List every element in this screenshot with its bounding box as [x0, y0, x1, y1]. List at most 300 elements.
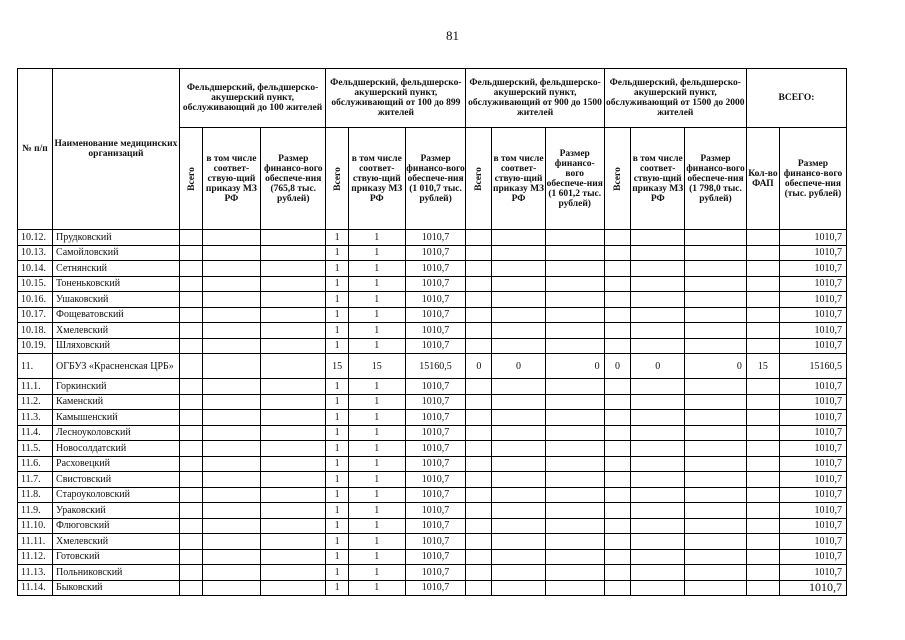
g3-size-cell	[545, 394, 604, 410]
total-size-cell: 1010,7	[779, 425, 846, 441]
g4-included-cell	[631, 394, 685, 410]
header-number: № п/п	[18, 69, 53, 230]
fap-count-cell	[746, 323, 779, 339]
header-group-3: Фельдшерский, фельдшерско-акушерский пункт, обслуживающий от 900 до 1500 жителей	[466, 69, 604, 128]
g1-included-cell	[202, 245, 261, 261]
table-row	[18, 410, 847, 426]
row-organization: Каменский	[53, 394, 180, 410]
g4-all-cell: 0	[604, 354, 631, 379]
g3-all-cell	[466, 565, 492, 581]
g4-all-cell	[604, 487, 631, 503]
g2-all-cell: 1	[326, 565, 349, 581]
row-number: 11.14.	[18, 580, 53, 596]
fap-count-cell	[746, 261, 779, 277]
g4-included-cell	[631, 425, 685, 441]
row-organization: Фощеватовский	[53, 307, 180, 323]
row-number: 11.6.	[18, 456, 53, 472]
total-size-cell: 1010,7	[779, 261, 846, 277]
row-organization: Польниковский	[53, 565, 180, 581]
g3-included-cell	[492, 379, 546, 395]
g1-size-cell	[261, 292, 326, 308]
g1-all-cell	[179, 379, 202, 395]
total-size-cell: 1010,7	[779, 503, 846, 519]
g4-size-cell	[685, 425, 747, 441]
row-number: 11.10.	[18, 518, 53, 534]
total-size-cell: 1010,7	[779, 307, 846, 323]
g3-included-cell	[492, 580, 546, 596]
g2-all-cell: 1	[326, 307, 349, 323]
g4-size-cell	[685, 472, 747, 488]
g4-all-cell	[604, 410, 631, 426]
g2-size-cell: 1010,7	[405, 580, 466, 596]
g2-included-cell: 1	[348, 503, 405, 519]
g1-included-cell	[202, 394, 261, 410]
g3-all-cell	[466, 441, 492, 457]
g2-all-cell: 1	[326, 394, 349, 410]
header-g2-size: Размер финансо-вого обеспече-ния (1 010,7 тыс. рублей)	[405, 128, 466, 230]
row-organization: Горкинский	[53, 379, 180, 395]
row-organization: Лесноуколовский	[53, 425, 180, 441]
g2-all-cell: 1	[326, 276, 349, 292]
row-number: 10.19.	[18, 338, 53, 354]
g3-included-cell	[492, 394, 546, 410]
g1-all-cell	[179, 580, 202, 596]
row-number: 11.11.	[18, 534, 53, 550]
g1-all-cell	[179, 425, 202, 441]
g2-size-cell: 1010,7	[405, 379, 466, 395]
g1-included-cell	[202, 307, 261, 323]
row-organization: Флюговский	[53, 518, 180, 534]
g4-included-cell	[631, 230, 685, 246]
g2-included-cell: 1	[348, 456, 405, 472]
g4-size-cell	[685, 549, 747, 565]
g4-all-cell	[604, 534, 631, 550]
table-row	[18, 580, 847, 596]
fap-count-cell	[746, 245, 779, 261]
g2-included-cell: 1	[348, 379, 405, 395]
g2-all-cell: 1	[326, 487, 349, 503]
table-row	[18, 549, 847, 565]
g1-all-cell	[179, 394, 202, 410]
g3-all-cell: 0	[466, 354, 492, 379]
header-g1-included: в том числе соответ-ствую-щий приказу МЗ РФ	[202, 128, 261, 230]
g4-all-cell	[604, 261, 631, 277]
header-g3-size: Размер финансо-вого обеспече-ния (1 601,2 тыс. рублей)	[545, 128, 604, 230]
g2-all-cell: 1	[326, 230, 349, 246]
g4-included-cell	[631, 379, 685, 395]
g3-included-cell	[492, 472, 546, 488]
g3-included-cell	[492, 565, 546, 581]
g3-all-cell	[466, 261, 492, 277]
g1-size-cell	[261, 518, 326, 534]
g2-all-cell: 1	[326, 425, 349, 441]
fap-count-cell	[746, 565, 779, 581]
row-number: 10.13.	[18, 245, 53, 261]
g2-included-cell: 1	[348, 472, 405, 488]
row-number: 11.1.	[18, 379, 53, 395]
g4-all-cell	[604, 292, 631, 308]
g4-size-cell	[685, 261, 747, 277]
g2-included-cell: 1	[348, 534, 405, 550]
fap-count-cell	[746, 379, 779, 395]
g2-size-cell: 1010,7	[405, 565, 466, 581]
g2-size-cell: 1010,7	[405, 276, 466, 292]
g2-all-cell: 1	[326, 534, 349, 550]
g4-included-cell	[631, 292, 685, 308]
g3-size-cell	[545, 503, 604, 519]
g3-included-cell	[492, 425, 546, 441]
g4-all-cell	[604, 565, 631, 581]
g4-all-cell	[604, 518, 631, 534]
g1-included-cell	[202, 410, 261, 426]
fap-count-cell	[746, 456, 779, 472]
g2-size-cell: 1010,7	[405, 338, 466, 354]
g1-all-cell	[179, 549, 202, 565]
g3-size-cell	[545, 292, 604, 308]
fap-count-cell	[746, 580, 779, 596]
row-organization: Хмелевский	[53, 323, 180, 339]
g4-included-cell	[631, 456, 685, 472]
g3-size-cell	[545, 456, 604, 472]
g3-all-cell	[466, 503, 492, 519]
g1-size-cell	[261, 338, 326, 354]
total-size-cell: 1010,7	[779, 230, 846, 246]
g1-size-cell	[261, 456, 326, 472]
total-size-cell: 1010,7	[779, 472, 846, 488]
g4-all-cell	[604, 549, 631, 565]
g2-all-cell: 1	[326, 472, 349, 488]
g3-size-cell	[545, 338, 604, 354]
g1-size-cell	[261, 472, 326, 488]
g1-size-cell	[261, 230, 326, 246]
g3-size-cell	[545, 261, 604, 277]
g1-all-cell	[179, 292, 202, 308]
g2-size-cell: 1010,7	[405, 323, 466, 339]
g1-size-cell	[261, 565, 326, 581]
g4-size-cell	[685, 441, 747, 457]
g1-size-cell	[261, 261, 326, 277]
g2-all-cell: 1	[326, 456, 349, 472]
g4-size-cell	[685, 230, 747, 246]
g3-all-cell	[466, 292, 492, 308]
g1-size-cell	[261, 534, 326, 550]
g3-included-cell	[492, 292, 546, 308]
g1-all-cell	[179, 410, 202, 426]
g1-all-cell	[179, 245, 202, 261]
table-row	[18, 456, 847, 472]
page-number: 81	[446, 28, 459, 43]
total-size-cell: 1010,7	[779, 534, 846, 550]
g2-size-cell: 1010,7	[405, 534, 466, 550]
row-number: 11.2.	[18, 394, 53, 410]
table-body	[18, 230, 847, 596]
row-organization: Шляховский	[53, 338, 180, 354]
total-size-cell: 1010,7	[779, 456, 846, 472]
g1-all-cell	[179, 261, 202, 277]
g3-size-cell	[545, 472, 604, 488]
g1-included-cell	[202, 425, 261, 441]
fap-count-cell	[746, 394, 779, 410]
fap-count-cell	[746, 518, 779, 534]
g2-included-cell: 1	[348, 549, 405, 565]
row-number: 11.13.	[18, 565, 53, 581]
row-number: 10.14.	[18, 261, 53, 277]
header-total: ВСЕГО:	[746, 69, 846, 128]
g3-all-cell	[466, 534, 492, 550]
g2-included-cell: 1	[348, 230, 405, 246]
g4-size-cell	[685, 276, 747, 292]
fap-count-cell	[746, 338, 779, 354]
g3-all-cell	[466, 456, 492, 472]
g3-included-cell	[492, 338, 546, 354]
g4-all-cell	[604, 456, 631, 472]
header-g4-size: Размер финансо-вого обеспече-ния (1 798,0 тыс. рублей)	[685, 128, 747, 230]
g4-size-cell	[685, 394, 747, 410]
g3-all-cell	[466, 518, 492, 534]
g4-included-cell	[631, 487, 685, 503]
g2-all-cell: 1	[326, 580, 349, 596]
g1-included-cell	[202, 549, 261, 565]
row-organization: Сетнянский	[53, 261, 180, 277]
g4-all-cell	[604, 503, 631, 519]
g2-included-cell: 1	[348, 276, 405, 292]
g1-included-cell	[202, 323, 261, 339]
table-row	[18, 394, 847, 410]
g2-included-cell: 1	[348, 518, 405, 534]
total-size-cell: 1010,7	[779, 580, 846, 596]
fap-count-cell: 15	[746, 354, 779, 379]
g3-all-cell	[466, 472, 492, 488]
g2-size-cell: 15160,5	[405, 354, 466, 379]
g2-all-cell: 1	[326, 379, 349, 395]
table-row	[18, 472, 847, 488]
g3-size-cell	[545, 245, 604, 261]
g2-all-cell: 1	[326, 245, 349, 261]
total-size-cell: 1010,7	[779, 518, 846, 534]
g4-all-cell	[604, 441, 631, 457]
row-number: 10.16.	[18, 292, 53, 308]
total-size-cell: 1010,7	[779, 338, 846, 354]
table-row	[18, 245, 847, 261]
fap-count-cell	[746, 534, 779, 550]
g3-size-cell	[545, 549, 604, 565]
g4-all-cell	[604, 307, 631, 323]
fap-count-cell	[746, 292, 779, 308]
g4-included-cell	[631, 580, 685, 596]
table-row	[18, 323, 847, 339]
g3-included-cell: 0	[492, 354, 546, 379]
g2-all-cell: 1	[326, 441, 349, 457]
g1-size-cell	[261, 441, 326, 457]
g4-size-cell	[685, 245, 747, 261]
total-size-cell: 1010,7	[779, 441, 846, 457]
g3-included-cell	[492, 456, 546, 472]
g4-size-cell	[685, 487, 747, 503]
g4-included-cell	[631, 534, 685, 550]
g2-all-cell: 15	[326, 354, 349, 379]
g2-included-cell: 15	[348, 354, 405, 379]
g2-included-cell: 1	[348, 261, 405, 277]
g1-size-cell	[261, 276, 326, 292]
g3-size-cell	[545, 323, 604, 339]
g4-size-cell	[685, 565, 747, 581]
table-row	[18, 565, 847, 581]
g3-all-cell	[466, 338, 492, 354]
g2-size-cell: 1010,7	[405, 456, 466, 472]
g4-included-cell	[631, 503, 685, 519]
g2-size-cell: 1010,7	[405, 307, 466, 323]
g3-size-cell	[545, 518, 604, 534]
table-row	[18, 230, 847, 246]
table-row	[18, 261, 847, 277]
g1-size-cell	[261, 354, 326, 379]
g4-size-cell	[685, 379, 747, 395]
g4-included-cell	[631, 518, 685, 534]
total-size-cell: 1010,7	[779, 292, 846, 308]
g4-included-cell	[631, 441, 685, 457]
g1-included-cell	[202, 276, 261, 292]
row-organization: ОГБУЗ «Красненская ЦРБ»	[53, 354, 180, 379]
g1-size-cell	[261, 394, 326, 410]
row-organization: Камышенский	[53, 410, 180, 426]
g4-size-cell	[685, 338, 747, 354]
g1-all-cell	[179, 456, 202, 472]
g1-all-cell	[179, 472, 202, 488]
g4-all-cell	[604, 245, 631, 261]
g1-size-cell	[261, 245, 326, 261]
g3-size-cell	[545, 534, 604, 550]
fap-count-cell	[746, 425, 779, 441]
g2-size-cell: 1010,7	[405, 230, 466, 246]
g2-size-cell: 1010,7	[405, 503, 466, 519]
g2-size-cell: 1010,7	[405, 518, 466, 534]
g4-size-cell: 0	[685, 354, 747, 379]
fap-count-cell	[746, 549, 779, 565]
g2-all-cell: 1	[326, 518, 349, 534]
g1-all-cell	[179, 307, 202, 323]
g1-included-cell	[202, 441, 261, 457]
g4-included-cell	[631, 565, 685, 581]
g1-all-cell	[179, 518, 202, 534]
g1-included-cell	[202, 503, 261, 519]
g4-size-cell	[685, 503, 747, 519]
row-number: 11.4.	[18, 425, 53, 441]
g4-size-cell	[685, 456, 747, 472]
g3-all-cell	[466, 410, 492, 426]
table-row	[18, 379, 847, 395]
total-size-cell: 1010,7	[779, 394, 846, 410]
g2-all-cell: 1	[326, 323, 349, 339]
total-size-cell: 1010,7	[779, 549, 846, 565]
fap-count-cell	[746, 472, 779, 488]
table-header	[18, 69, 847, 230]
g2-all-cell: 1	[326, 549, 349, 565]
row-organization: Прудковский	[53, 230, 180, 246]
g4-included-cell	[631, 307, 685, 323]
g1-size-cell	[261, 487, 326, 503]
g3-included-cell	[492, 534, 546, 550]
g2-included-cell: 1	[348, 410, 405, 426]
g1-included-cell	[202, 565, 261, 581]
g2-included-cell: 1	[348, 580, 405, 596]
total-size-cell: 1010,7	[779, 245, 846, 261]
g3-included-cell	[492, 549, 546, 565]
g3-all-cell	[466, 230, 492, 246]
g2-size-cell: 1010,7	[405, 425, 466, 441]
g1-size-cell	[261, 425, 326, 441]
header-g2-included: в том числе соответ-ствую-щий приказу МЗ РФ	[348, 128, 405, 230]
row-number: 10.17.	[18, 307, 53, 323]
g2-size-cell: 1010,7	[405, 261, 466, 277]
g1-size-cell	[261, 323, 326, 339]
header-g3-included: в том числе соответ-ствую-щий приказу МЗ РФ	[492, 128, 546, 230]
g1-all-cell	[179, 338, 202, 354]
g1-included-cell	[202, 261, 261, 277]
row-number: 11.	[18, 354, 53, 379]
g1-size-cell	[261, 410, 326, 426]
g1-size-cell	[261, 307, 326, 323]
g2-size-cell: 1010,7	[405, 441, 466, 457]
total-size-cell: 1010,7	[779, 323, 846, 339]
g1-included-cell	[202, 354, 261, 379]
g2-size-cell: 1010,7	[405, 472, 466, 488]
g3-included-cell	[492, 441, 546, 457]
funding-table-sheet	[17, 68, 847, 596]
g2-included-cell: 1	[348, 292, 405, 308]
header-g3-all: Всего	[466, 128, 492, 230]
header-g4-included: в том числе соответ-ствую-щий приказу МЗ РФ	[631, 128, 685, 230]
g4-size-cell	[685, 410, 747, 426]
row-number: 10.18.	[18, 323, 53, 339]
g2-included-cell: 1	[348, 394, 405, 410]
g2-included-cell: 1	[348, 487, 405, 503]
g4-all-cell	[604, 580, 631, 596]
g3-all-cell	[466, 276, 492, 292]
row-organization: Быковский	[53, 580, 180, 596]
header-group-4: Фельдшерский, фельдшерско-акушерский пункт, обслуживающий от 1500 до 2000 жителей	[604, 69, 746, 128]
g4-included-cell	[631, 245, 685, 261]
total-size-cell: 1010,7	[779, 565, 846, 581]
table-row	[18, 487, 847, 503]
g4-included-cell	[631, 410, 685, 426]
g3-size-cell: 0	[545, 354, 604, 379]
g4-size-cell	[685, 307, 747, 323]
g3-size-cell	[545, 425, 604, 441]
total-size-cell: 1010,7	[779, 276, 846, 292]
header-g1-all: Всего	[179, 128, 202, 230]
g1-included-cell	[202, 487, 261, 503]
row-number: 11.7.	[18, 472, 53, 488]
g3-included-cell	[492, 503, 546, 519]
g1-size-cell	[261, 379, 326, 395]
g4-all-cell	[604, 472, 631, 488]
g2-size-cell: 1010,7	[405, 394, 466, 410]
g3-included-cell	[492, 261, 546, 277]
table-row	[18, 276, 847, 292]
header-fap-count: Кол-во ФАП	[746, 128, 779, 230]
g4-included-cell	[631, 472, 685, 488]
g4-all-cell	[604, 425, 631, 441]
g4-included-cell	[631, 549, 685, 565]
g3-size-cell	[545, 487, 604, 503]
g1-all-cell	[179, 534, 202, 550]
fap-count-cell	[746, 307, 779, 323]
g1-included-cell	[202, 338, 261, 354]
row-organization: Хмелевский	[53, 534, 180, 550]
funding-table	[17, 68, 847, 596]
g3-included-cell	[492, 245, 546, 261]
g4-size-cell	[685, 518, 747, 534]
